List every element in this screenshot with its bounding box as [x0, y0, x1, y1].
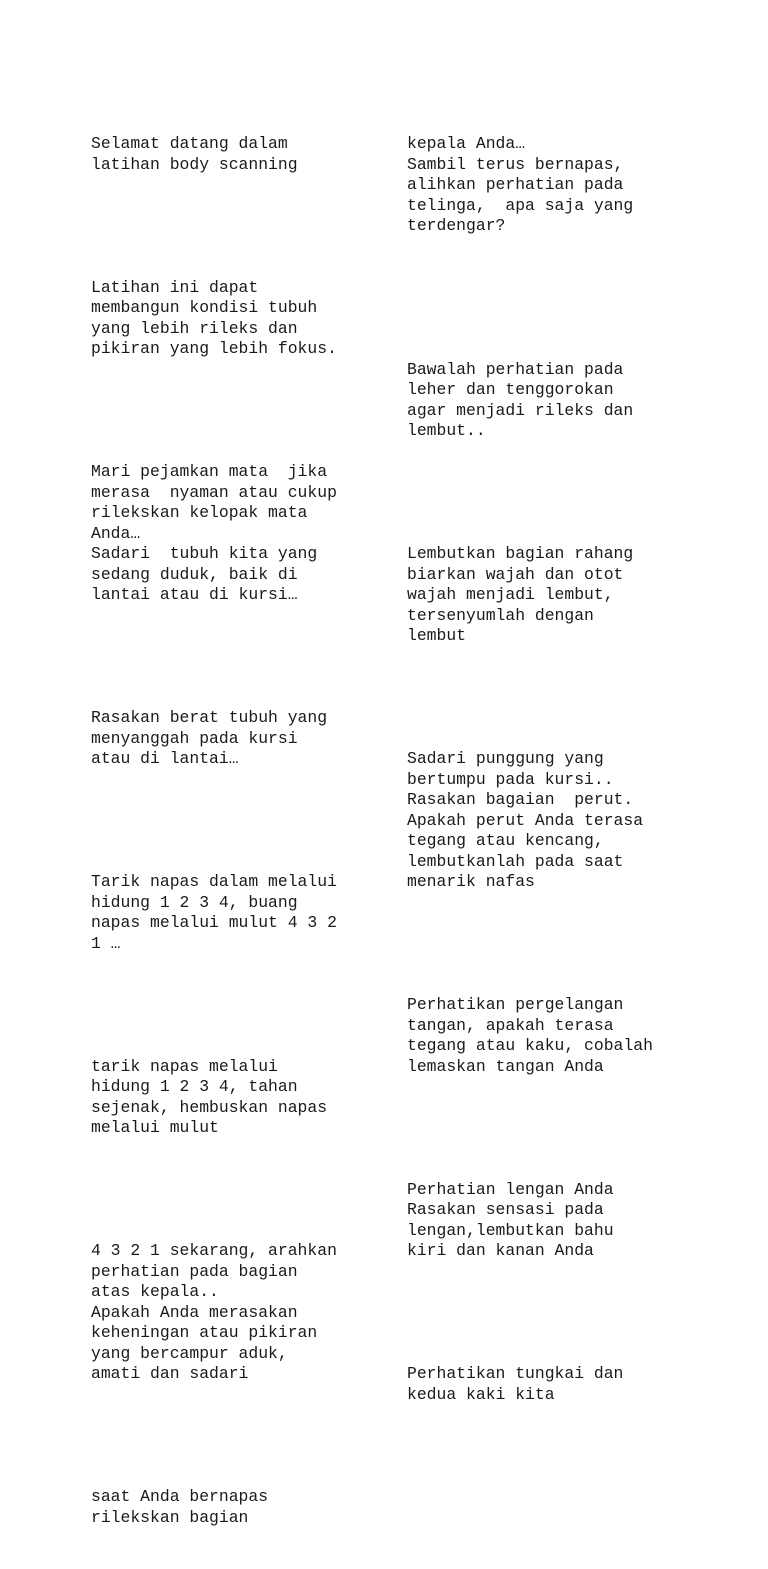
paragraph-spacer — [91, 401, 337, 422]
paragraph-spacer — [407, 483, 653, 504]
paragraph-relax-head: saat Anda bernapas rilekskan bagian — [91, 1487, 269, 1527]
paragraph-back-stomach: Sadari punggung yang bertumpu pada kursi.. Rasakan bagaian perut. Apakah perut Anda terasa tegang atau kencang, lembutkanlah pada saat menarik nafas — [407, 749, 644, 891]
right-column — [407, 93, 653, 1446]
paragraph-spacer — [407, 278, 653, 319]
paragraph-spacer — [407, 1303, 653, 1324]
paragraph-spacer — [407, 688, 653, 709]
paragraph-neck: Bawalah perhatian pada leher dan tenggorokan agar menjadi rileks dan lembut.. — [407, 359, 634, 440]
paragraph-close-eyes: Mari pejamkan mata jika merasa nyaman atau cukup rilekskan kelopak mata Anda… Sadari tubuh kita yang sedang duduk, baik di lantai atau di kursi… — [91, 462, 337, 604]
paragraph-deep-breath: Tarik napas dalam melalui hidung 1 2 3 4, buang napas melalui mulut 4 3 2 1 … — [91, 872, 337, 953]
paragraph-spacer — [91, 811, 337, 832]
paragraph-hold-breath: tarik napas melalui hidung 1 2 3 4, tahan sejenak, hembuskan napas melalui mulut — [91, 1056, 328, 1137]
paragraph-wrists: Perhatikan pergelangan tangan, apakah terasa tegang atau kaku, cobalah lemaskan tangan Anda — [407, 995, 653, 1076]
paragraph-ears: kepala Anda… Sambil terus bernapas, alihkan perhatian pada telinga, apa saja yang terdengar? — [407, 134, 634, 235]
paragraph-spacer — [407, 934, 653, 955]
paragraph-body-weight: Rasakan berat tubuh yang menyanggah pada kursi atau di lantai… — [91, 708, 328, 768]
paragraph-spacer — [407, 1118, 653, 1139]
left-column — [91, 93, 337, 1569]
paragraph-legs: Perhatikan tungkai dan kedua kaki kita — [407, 1364, 624, 1404]
paragraph-spacer — [91, 1426, 337, 1447]
paragraph-spacer — [91, 995, 337, 1016]
paragraph-spacer — [91, 1180, 337, 1201]
paragraph-spacer — [91, 216, 337, 237]
paragraph-intro: Latihan ini dapat membangun kondisi tubuh yang lebih rileks dan pikiran yang lebih fokus. — [91, 277, 337, 358]
paragraph-welcome: Selamat datang dalam latihan body scanning — [91, 134, 298, 174]
paragraph-arms: Perhatian lengan Anda Rasakan sensasi pada lengan,lembutkan bahu kiri dan kanan Anda — [407, 1179, 614, 1260]
paragraph-spacer — [91, 647, 337, 668]
paragraph-head-attention: 4 3 2 1 sekarang, arahkan perhatian pada bagian atas kepala.. Apakah Anda merasakan keheningan atau pikiran yang bercampur aduk, amati dan sadari — [91, 1241, 337, 1383]
paragraph-jaw: Lembutkan bagian rahang biarkan wajah dan otot wajah menjadi lembut, tersenyumlah dengan lembut — [407, 544, 634, 645]
